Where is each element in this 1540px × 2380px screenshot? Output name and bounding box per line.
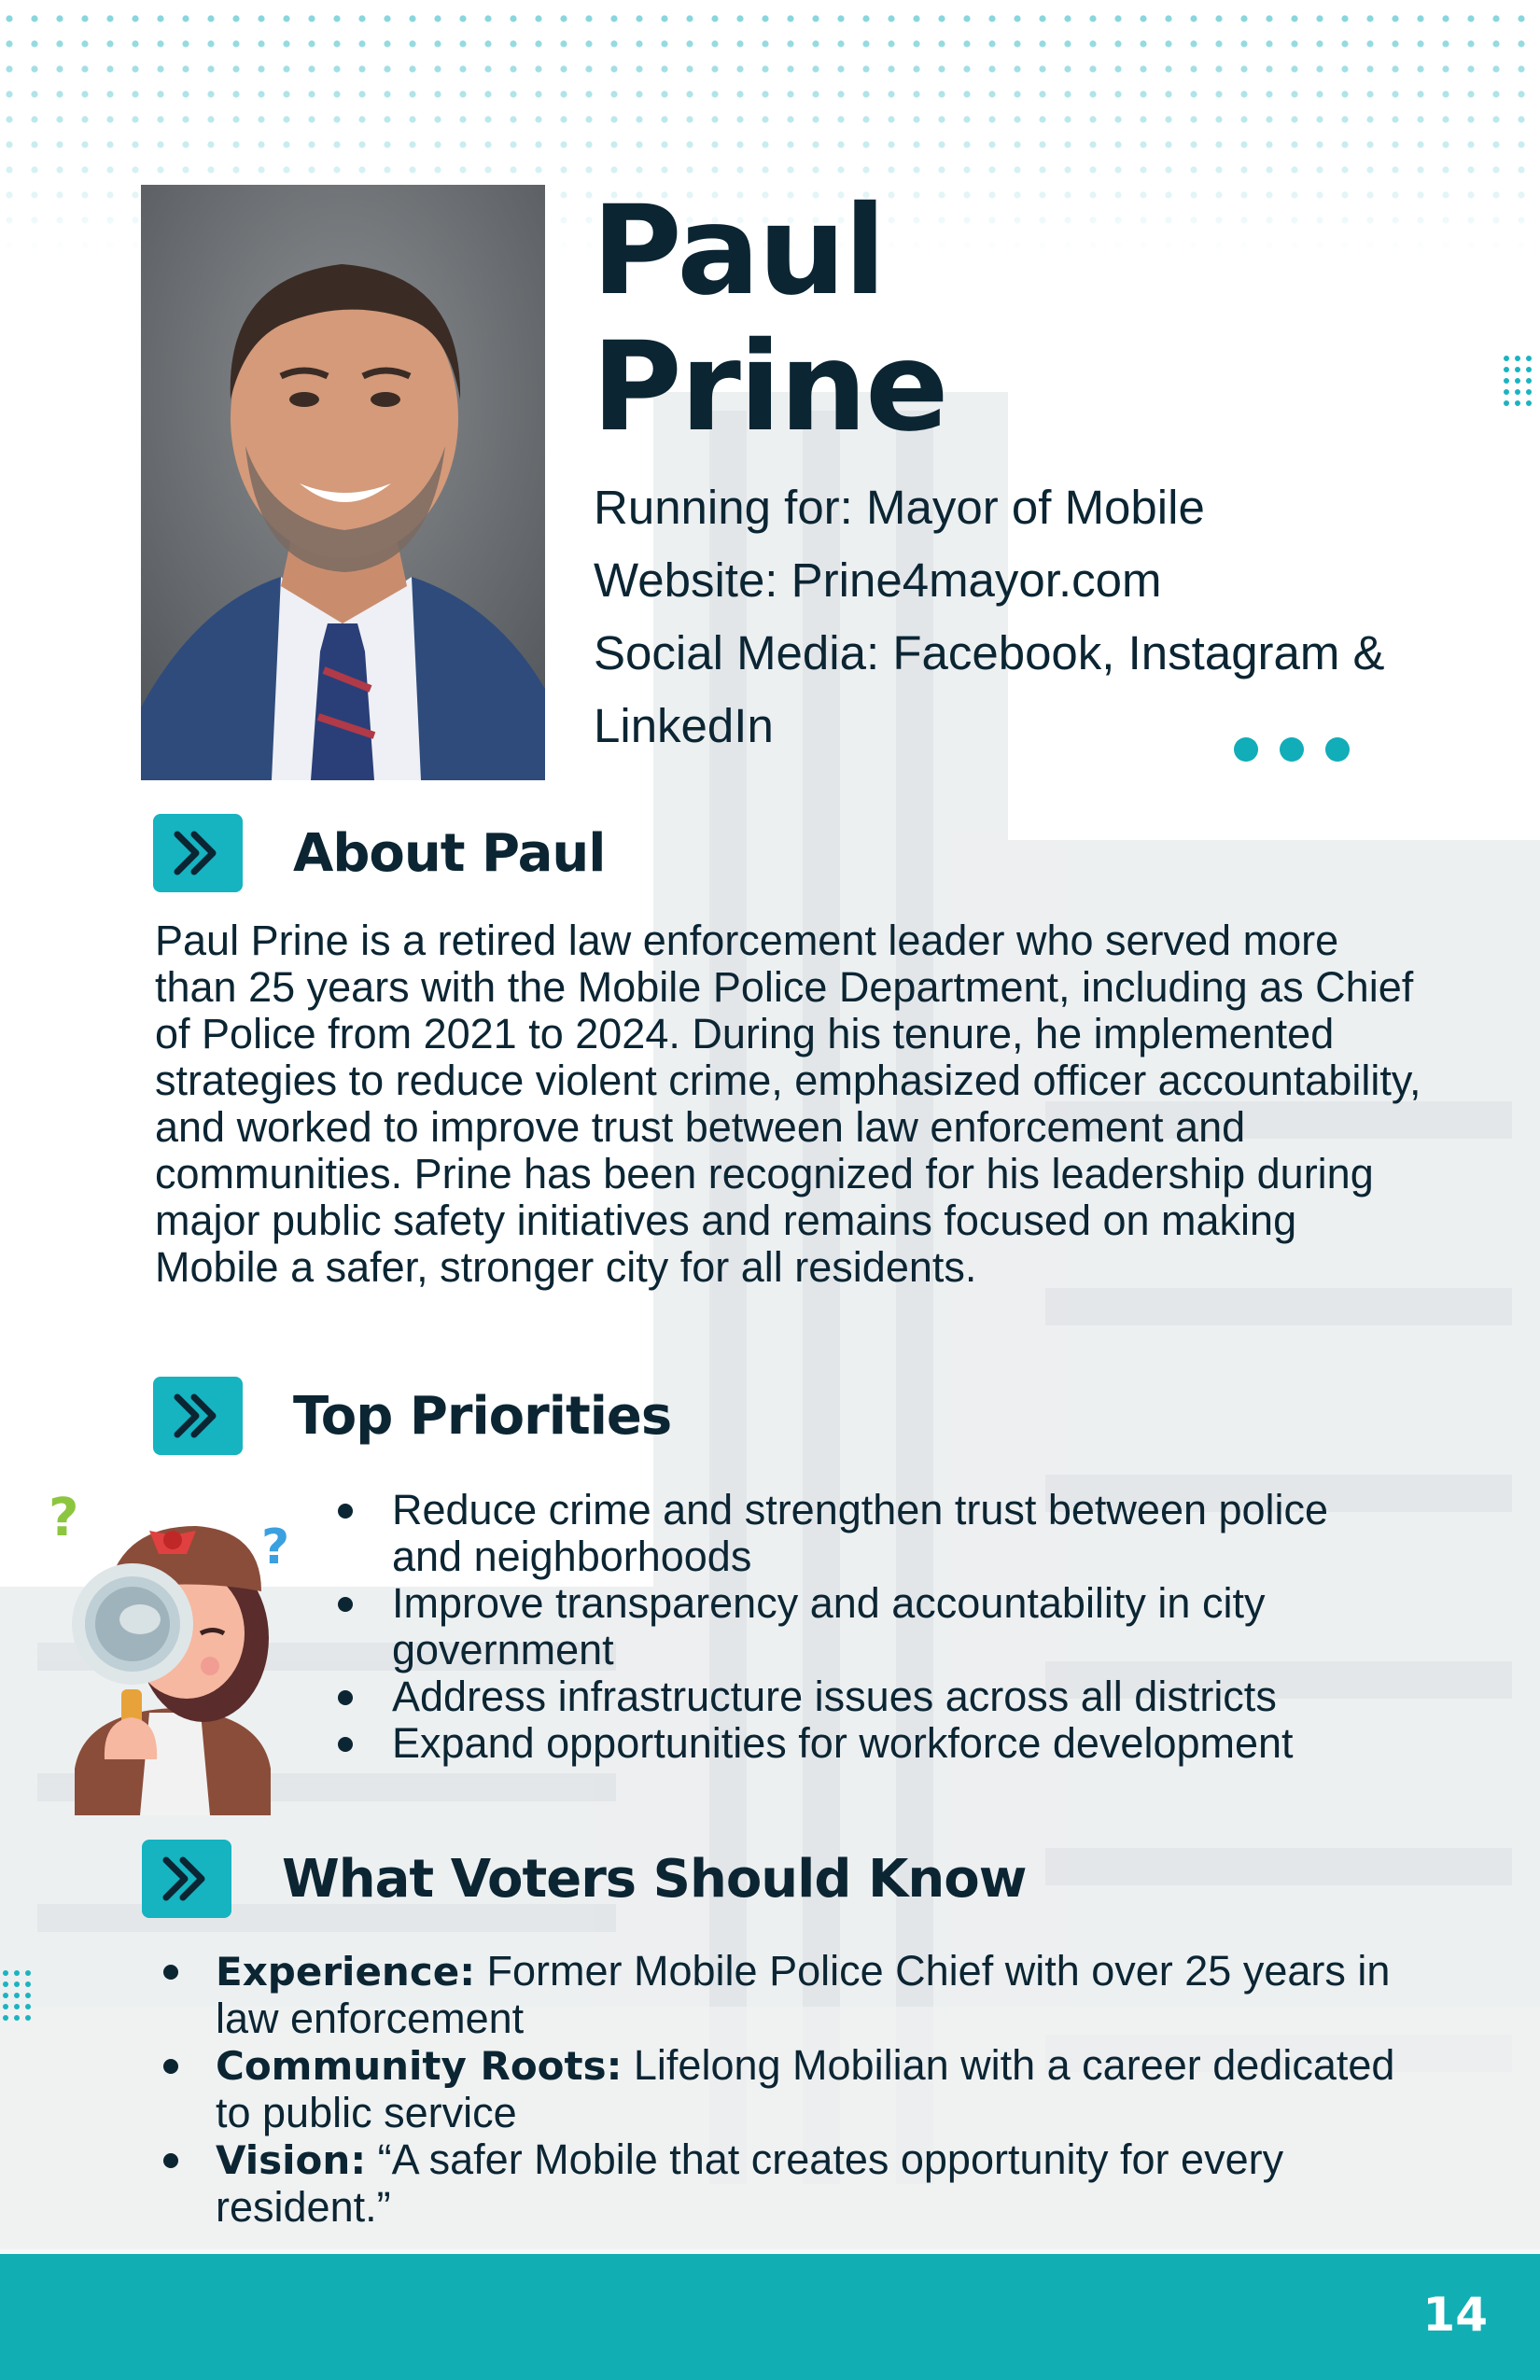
double-chevron-right-icon bbox=[142, 1840, 231, 1918]
double-chevron-right-icon bbox=[153, 1377, 243, 1455]
list-item bbox=[154, 2136, 1395, 2231]
double-chevron-right-icon bbox=[153, 814, 243, 892]
priorities-section-header bbox=[153, 1374, 671, 1458]
candidate-last-name: Prine bbox=[592, 315, 947, 459]
item-text: Lifelong Mobilian with a career dedicated to public service bbox=[216, 2041, 1395, 2136]
candidate-info bbox=[594, 471, 1490, 763]
dot-cluster-left-decoration bbox=[0, 1967, 39, 2025]
candidate-first-name: Paul bbox=[592, 179, 885, 323]
list-item: Expand opportunities for workforce development bbox=[327, 1720, 1400, 1767]
page-number: 14 bbox=[1422, 2288, 1488, 2342]
voters-section-header bbox=[142, 1837, 1026, 1921]
item-label: Vision: bbox=[216, 2137, 367, 2183]
list-item: Address infrastructure issues across all districts bbox=[327, 1673, 1400, 1720]
list-item: Reduce crime and strengthen trust between police and neighborhoods bbox=[327, 1487, 1400, 1580]
priorities-heading: Top Priorities bbox=[293, 1385, 672, 1447]
footer-bar bbox=[0, 2254, 1540, 2380]
social-media-line: Social Media: Facebook, Instagram & bbox=[594, 626, 1385, 679]
about-paragraph: Paul Prine is a retired law enforcement leader who served more than 25 years with the Mobile Police Department, including as Chief of Police from 2021 to 2024. During his tenure, he implemented strategies to reduce violent crime, emphasized officer accountability, and worked to improve trust between law enforcement and communities. Prine has been recognized for his leadership during major public safety initiatives and remains focused on making Mobile a safer, stronger city for all residents. bbox=[155, 917, 1421, 1291]
item-text: Former Mobile Police Chief with over 25 years in law enforcement bbox=[216, 1947, 1391, 2042]
voters-list bbox=[154, 1948, 1395, 2231]
detective-magnifier-illustration bbox=[47, 1479, 299, 1815]
about-heading: About Paul bbox=[293, 822, 606, 884]
item-text: “A safer Mobile that creates opportunity for every resident.” bbox=[216, 2135, 1284, 2231]
svg-text:?: ? bbox=[261, 1519, 290, 1575]
list-item bbox=[154, 2042, 1395, 2136]
priorities-list bbox=[327, 1487, 1400, 1767]
about-section-header bbox=[153, 811, 605, 895]
running-for-line: Running for: Mayor of Mobile bbox=[594, 481, 1205, 534]
list-item bbox=[154, 1948, 1395, 2042]
item-label: Community Roots: bbox=[216, 2043, 623, 2089]
social-media-line-continued: LinkedIn bbox=[594, 699, 774, 752]
three-dots-decoration bbox=[1234, 737, 1350, 762]
item-label: Experience: bbox=[216, 1949, 476, 1995]
svg-text:?: ? bbox=[49, 1488, 79, 1548]
voters-heading: What Voters Should Know bbox=[282, 1848, 1027, 1910]
dot-cluster-right-decoration bbox=[1501, 353, 1540, 409]
candidate-portrait-photo bbox=[141, 185, 545, 780]
candidate-name bbox=[592, 179, 947, 459]
list-item: Improve transparency and accountability in city government bbox=[327, 1580, 1400, 1673]
website-line: Website: Prine4mayor.com bbox=[594, 553, 1162, 607]
